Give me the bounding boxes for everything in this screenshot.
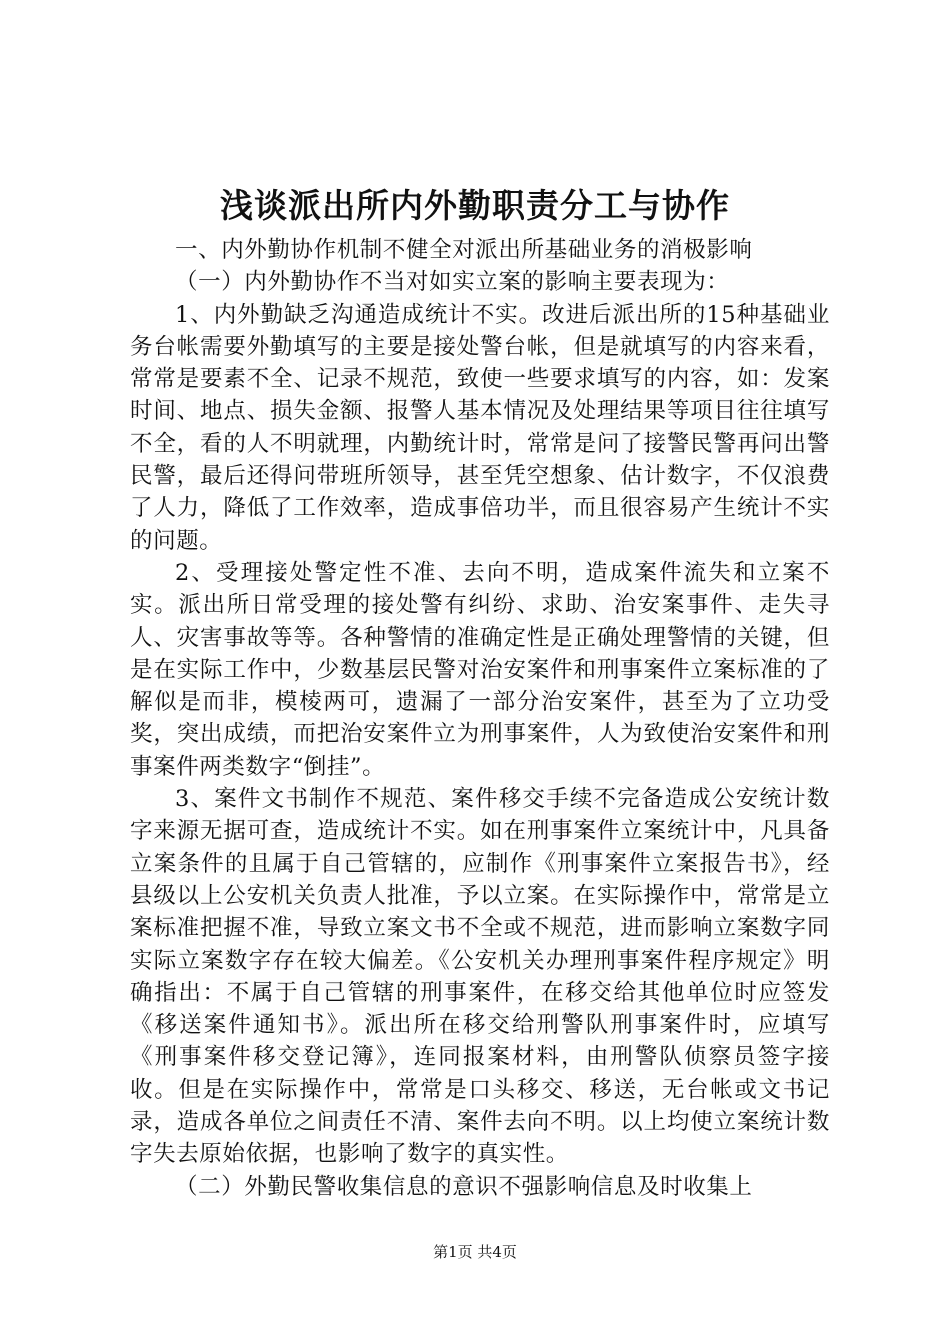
paragraph-3: 3、案件文书制作不规范、案件移交手续不完备造成公安统计数字来源无据可查，造成统计不实。如在刑事案件立案统计中，凡具备立案条件的且属于自己管辖的，应制作《刑事案件立案报告书》，经县级以上公安机关负责人批准，予以立案。在实际操作中，常常是立案标准把握不准，导致立案文书不全或不规范，进而影响立案数字同实际立案数字存在较大偏差。《公安机关办理刑事案件程序规定》明确指出：不属于自己管辖的刑事案件，在移交给其他单位时应签发《移送案件通知书》。派出所在移交给刑警队刑事案件时，应填写《刑事案件移交登记簿》，连同报案材料，由刑警队侦察员签字接收。但是在实际操作中，常常是口头移交、移送，无台帐或文书记录，造成各单位之间责任不清、案件去向不明。以上均使立案统计数字失去原始依据，也影响了数字的真实性。	[130, 786, 830, 1168]
paragraph-1: 1、内外勤缺乏沟通造成统计不实。改进后派出所的15种基础业务台帐需要外勤填写的主要是接处警台帐，但是就填写的内容来看，常常是要素不全、记录不规范，致使一些要求填写的内容，如：发案时间、地点、损失金额、报警人基本情况及处理结果等项目往往填写不全，看的人不明就理，内勤统计时，常常是问了接警民警再问出警民警，最后还得问带班所领导，甚至凭空想象、估计数字，不仅浪费了人力，降低了工作效率，造成事倍功半，而且很容易产生统计不实的问题。	[130, 301, 830, 554]
document-body	[130, 234, 830, 1203]
subsection-heading-1: （一）内外勤协作不当对如实立案的影响主要表现为：	[175, 269, 730, 296]
section-heading-1: 一、内外勤协作机制不健全对派出所基础业务的消极影响	[175, 237, 753, 263]
page-number-footer: 第1页 共4页	[433, 1243, 517, 1261]
paragraph-2: 2、受理接处警定性不准、去向不明，造成案件流失和立案不实。派出所日常受理的接处警有纠纷、求助、治安案事件、走失寻人、灾害事故等等。各种警情的准确定性是正确处理警情的关键，但是在实际工作中，少数基层民警对治安案件和刑事案件立案标准的了解似是而非，模棱两可，遗漏了一部分治安案件，甚至为了立功受奖，突出成绩，而把治安案件立为刑事案件，人为致使治安案件和刑事案件两类数字“倒挂”。	[130, 559, 830, 780]
document-title: 浅谈派出所内外勤职责分工与协作	[220, 186, 730, 225]
subsection-heading-2: （二）外勤民警收集信息的意识不强影响信息及时收集上	[175, 1173, 753, 1200]
